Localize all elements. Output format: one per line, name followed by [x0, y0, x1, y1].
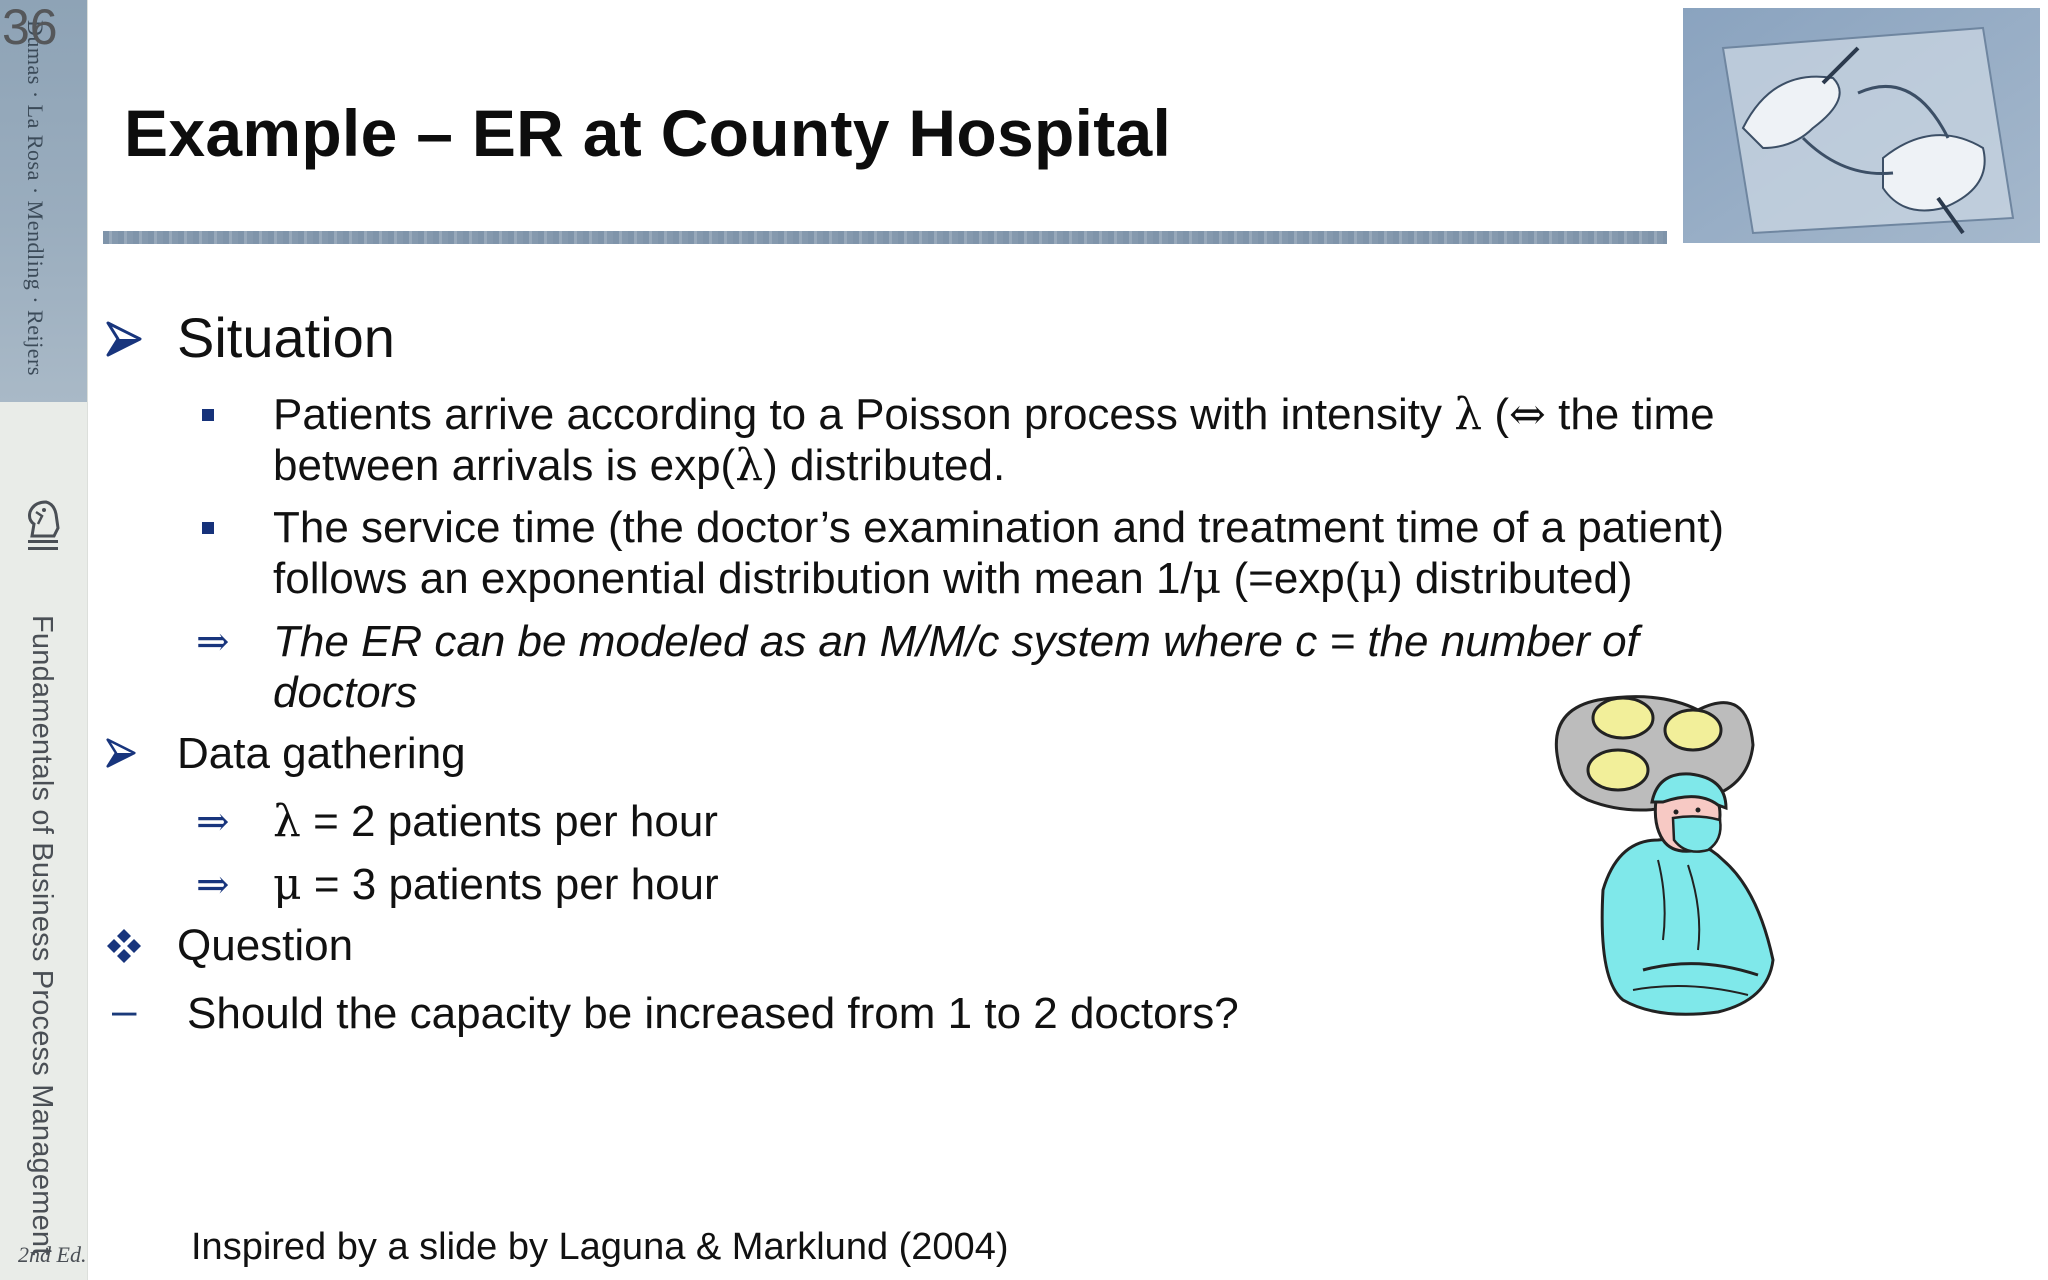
text-span: the time [1545, 390, 1715, 439]
text-span: = 3 patients per hour [301, 860, 719, 909]
equivalence-arrow: ⇔ [1509, 389, 1546, 440]
diamond-bullet-icon [106, 928, 142, 964]
section-heading-question: Question [177, 921, 354, 970]
lambda-symbol: λ [1454, 389, 1483, 440]
surgeon-clipart-image [1548, 690, 1796, 1022]
chess-knight-icon [18, 496, 66, 554]
credit-footnote: Inspired by a slide by Laguna & Marklund (2004) [191, 1226, 1009, 1268]
sidebar [0, 0, 88, 1280]
sidebar-edition: 2nd Ed. [18, 1242, 87, 1267]
square-bullet-icon [202, 409, 214, 421]
square-bullet-icon [202, 522, 214, 534]
list-item-line [273, 553, 1724, 604]
list-item-line: The service time (the doctor’s examination and treatment time of a patient) [273, 503, 1725, 552]
section-heading-data-gathering: Data gathering [177, 729, 466, 778]
lambda-symbol: λ [273, 796, 301, 847]
implies-arrow-icon: ⇒ [196, 862, 230, 908]
dash-bullet: – [112, 986, 137, 1035]
implies-arrow-icon: ⇒ [196, 799, 230, 845]
text-span: ) distributed. [763, 441, 1006, 490]
text-span: = 2 patients per hour [300, 797, 718, 846]
mu-symbol: μ [273, 859, 302, 910]
list-item [273, 859, 719, 910]
mu-symbol: μ [1192, 553, 1222, 604]
text-span: follows an exponential distribution with mean 1/ [273, 554, 1193, 603]
list-item [273, 796, 718, 847]
header-divider [103, 231, 1667, 244]
text-span: ) distributed) [1388, 554, 1633, 603]
section-heading-situation: Situation [177, 306, 395, 369]
list-item-line [273, 389, 1715, 440]
implies-arrow-icon: ⇒ [196, 619, 230, 665]
text-span: ( [1482, 390, 1510, 439]
text-span: (=exp( [1221, 554, 1360, 603]
list-item-line [273, 440, 1715, 491]
text-span: between arrivals is exp( [273, 441, 736, 490]
sidebar-book-title: Fundamentals of Business Process Management [26, 615, 58, 1256]
arrow-bullet-icon [106, 738, 136, 768]
mu-symbol: μ [1359, 553, 1389, 604]
slide-number: 36 [2, 0, 58, 55]
conclusion-text: The ER can be modeled as an M/M/c system where c = the number of doctors [273, 617, 1639, 717]
sidebar-authors: Dumas · La Rosa · Mendling · Reijers [23, 20, 48, 376]
lambda-symbol: λ [735, 440, 764, 491]
question-text: Should the capacity be increased from 1 to 2 doctors? [187, 989, 1239, 1038]
text-span: Patients arrive according to a Poisson process with intensity [273, 390, 1455, 439]
list-item [273, 502, 1724, 604]
arrow-bullet-icon [106, 321, 142, 357]
escher-drawing-hands-image [1683, 8, 2040, 243]
list-item [273, 389, 1715, 491]
slide-title: Example – ER at County Hospital [124, 96, 1172, 170]
